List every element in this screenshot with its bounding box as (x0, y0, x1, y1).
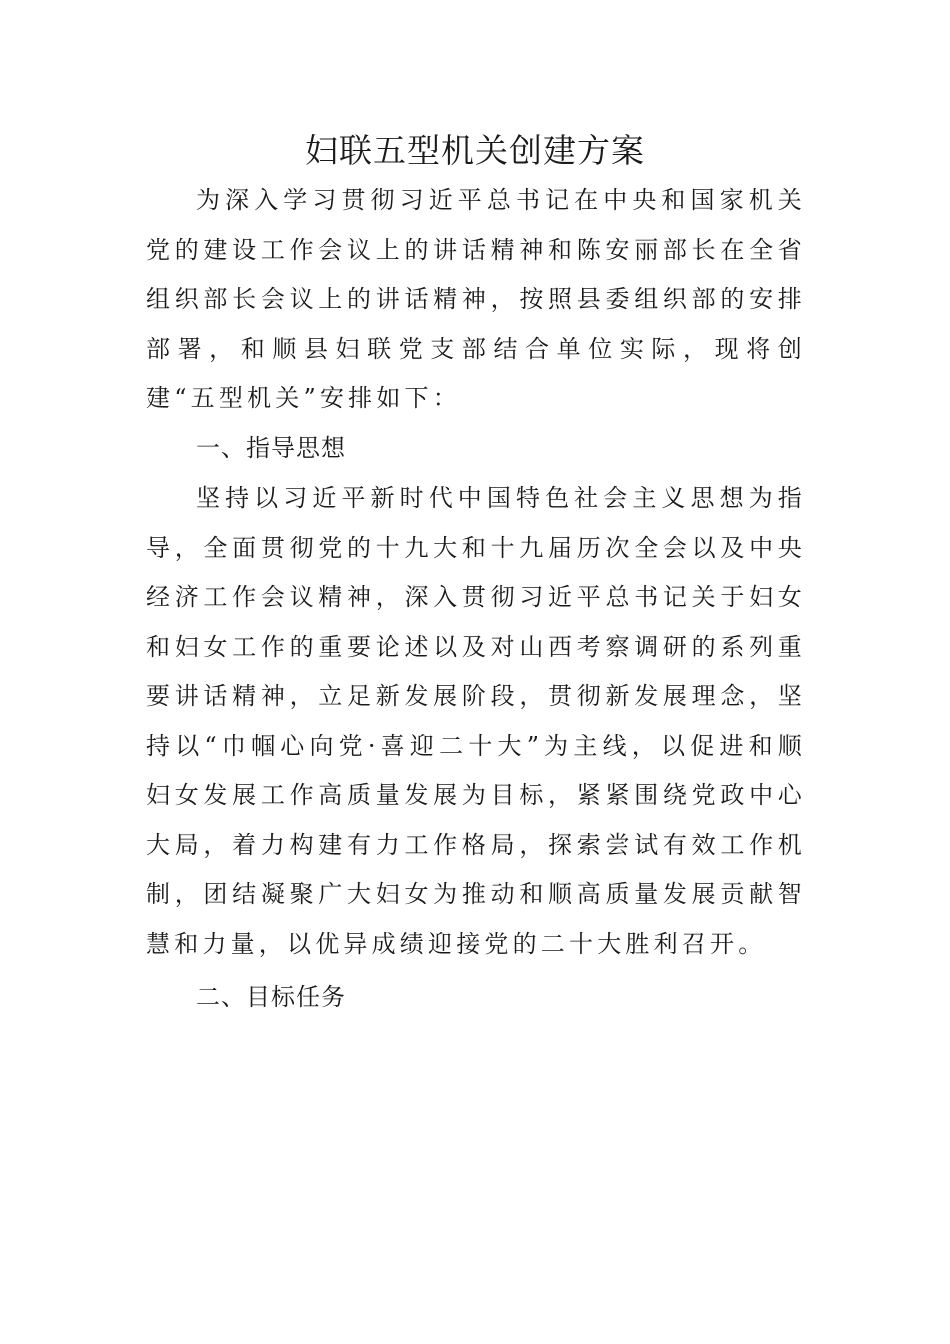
guiding-ideology-paragraph: 坚持以习近平新时代中国特色社会主义思想为指导，全面贯彻党的十九大和十九届历次全会以及中央经济工作会议精神，深入贯彻习近平总书记关于妇女和妇女工作的重要论述以及对山西考察调研的系列重要讲话精神，立足新发展阶段，贯彻新发展理念，坚持以“巾帼心向党·喜迎二十大”为主线，以促进和顺妇女发展工作高质量发展为目标，紧紧围绕党政中心大局，着力构建有力工作格局，探索尝试有效工作机制，团结凝聚广大妇女为推动和顺高质量发展贡献智慧和力量，以优异成绩迎接党的二十大胜利召开。 (146, 484, 806, 958)
section-heading-objectives: 二、目标任务 (196, 983, 346, 1011)
section-heading-guiding-ideology: 一、指导思想 (196, 434, 346, 462)
document-title: 妇联五型机关创建方案 (305, 131, 645, 170)
intro-paragraph: 为深入学习贯彻习近平总书记在中央和国家机关党的建设工作会议上的讲话精神和陈安丽部长在全省组织部长会议上的讲话精神，按照县委组织部的安排部署，和顺县妇联党支部结合单位实际，现将创建“五型机关”安排如下： (146, 186, 806, 412)
